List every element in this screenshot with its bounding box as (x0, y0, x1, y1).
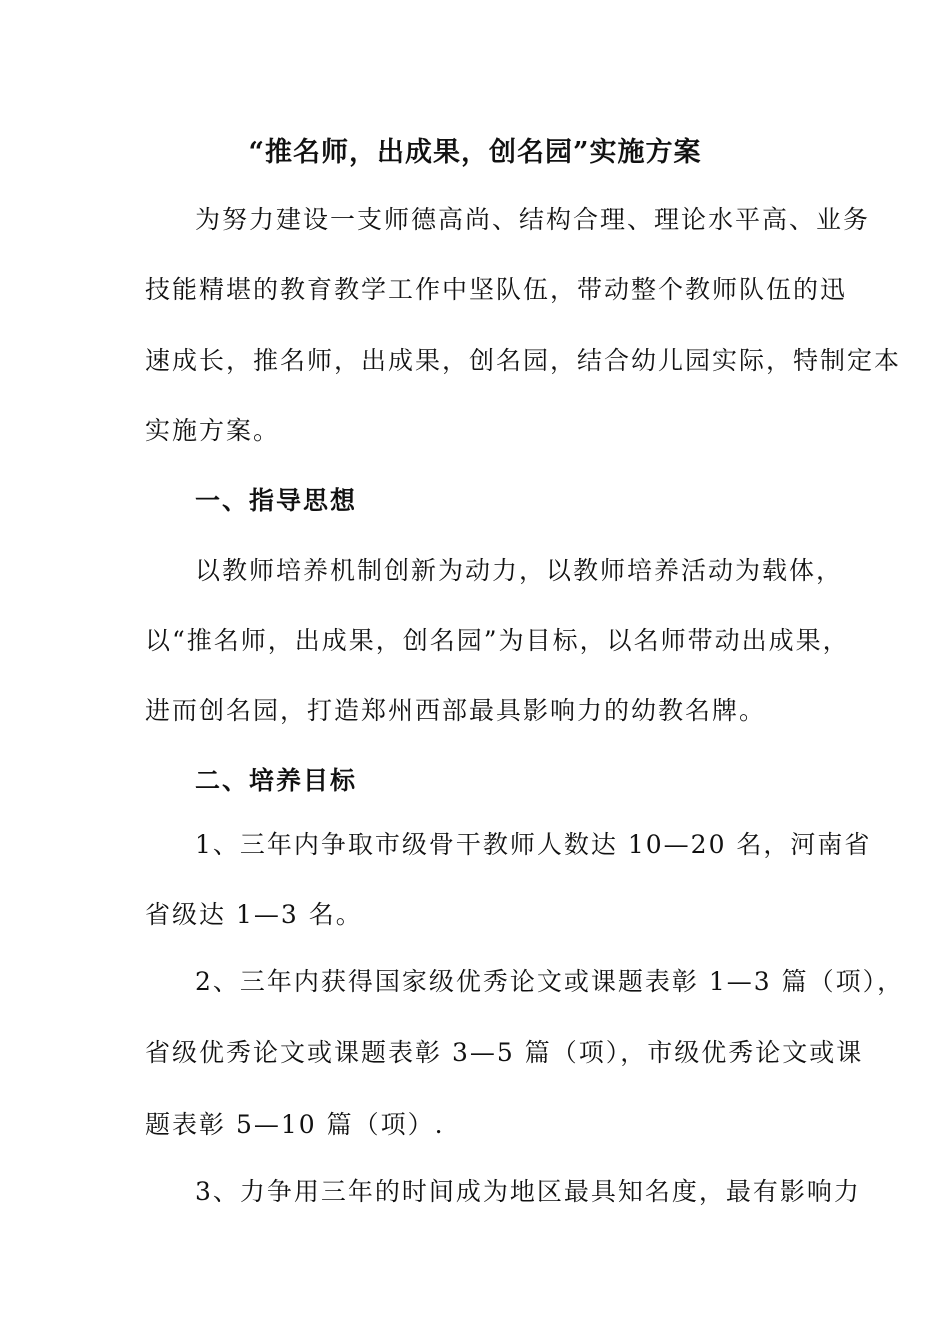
paragraph-line: 技能精堪的教育教学工作中坚队伍，带动整个教师队伍的迅 (145, 275, 848, 304)
paragraph-line: 1、三年内争取市级骨干教师人数达 10—20 名，河南省 (195, 830, 872, 859)
paragraph-line: 实施方案。 (145, 416, 281, 445)
paragraph-line: 以教师培养机制创新为动力，以教师培养活动为载体， (195, 556, 844, 585)
paragraph-line: 题表彰 5—10 篇（项）. (145, 1110, 445, 1139)
paragraph-line: 2、三年内获得国家级优秀论文或课题表彰 1—3 篇（项）， (195, 967, 905, 996)
paragraph-line: 省级达 1—3 名。 (145, 900, 363, 929)
paragraph-line: 为努力建设一支师德高尚、结构合理、理论水平高、业务 (195, 205, 871, 234)
document-title: “推名师，出成果，创名园”实施方案 (248, 137, 702, 168)
section-heading: 一、指导思想 (195, 486, 358, 515)
paragraph-line: 3、力争用三年的时间成为地区最具知名度，最有影响力 (195, 1177, 861, 1206)
section-heading: 二、培养目标 (195, 766, 358, 795)
paragraph-line: 进而创名园，打造郑州西部最具影响力的幼教名牌。 (145, 696, 767, 725)
paragraph-line: 速成长，推名师，出成果，创名园，结合幼儿园实际，特制定本 (145, 346, 902, 375)
paragraph-line: 省级优秀论文或课题表彰 3—5 篇（项），市级优秀论文或课 (145, 1038, 864, 1067)
paragraph-line: 以“推名师，出成果，创名园”为目标，以名师带动出成果， (145, 626, 850, 655)
